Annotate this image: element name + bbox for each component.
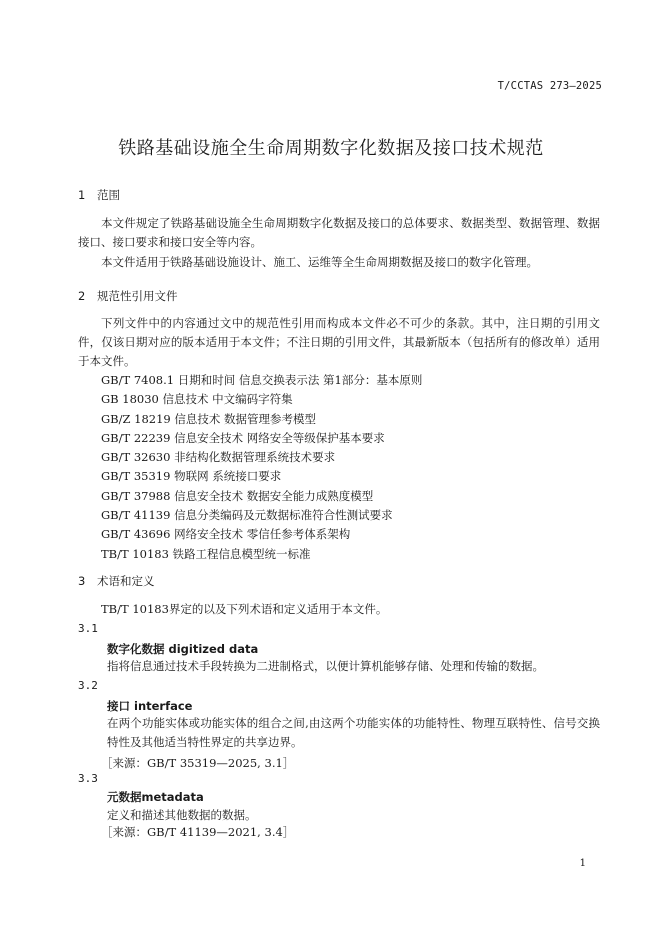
reference-item: GB/T 7408.1 日期和时间 信息交换表示法 第1部分：基本原则 [101, 373, 423, 387]
page-number: 1 [579, 858, 586, 869]
term-source: ［来源：GB/T 35319—2025, 3.1］ [101, 756, 295, 770]
section-2-heading [78, 288, 178, 304]
term-name: 元数据metadata [107, 790, 204, 804]
section-number: 3 [78, 574, 86, 588]
term-name: 数字化数据 digitized data [107, 642, 259, 656]
reference-list [101, 371, 422, 564]
term-number: 3.3 [78, 772, 98, 785]
normative-references-paragraph: 下列文件中的内容通过文中的规范性引用而构成本文件必不可少的条款。其中，注日期的引用文件，仅该日期对应的版本适用于本文件；不注日期的引用文件，其最新版本（包括所有的修改单）适用于本文件。 [78, 316, 600, 368]
section-number: 1 [78, 188, 86, 202]
reference-item: GB/T 22239 信息安全技术 网络安全等级保护基本要求 [101, 430, 385, 445]
reference-item: GB 18030 信息技术 中文编码字符集 [101, 392, 293, 407]
term-definition: 定义和描述其他数据的数据。 [107, 808, 257, 822]
term-definition: 在两个功能实体或功能实体的组合之间,由这两个功能实体的功能特性、物理互联特性、信号交换特性及其他适当特性界定的共享边界。 [107, 716, 600, 749]
reference-item: GB/T 43696 网络安全技术 零信任参考体系架构 [101, 527, 351, 542]
reference-item: GB/T 37988 信息安全技术 数据安全能力成熟度模型 [101, 488, 374, 503]
section-title: 规范性引用文件 [97, 289, 178, 303]
term-number: 3.1 [78, 622, 98, 635]
section-title: 范围 [97, 188, 120, 202]
document-id: T/CCTAS 273—2025 [497, 80, 602, 92]
reference-item: GB/T 32630 非结构化数据管理系统技术要求 [101, 450, 336, 465]
document-title: 铁路基础设施全生命周期数字化数据及接口技术规范 [118, 138, 544, 159]
term-name: 接口 interface [107, 699, 193, 713]
section-title: 术语和定义 [97, 574, 155, 588]
term-number: 3.2 [78, 679, 98, 692]
reference-item: TB/T 10183 铁路工程信息模型统一标准 [101, 546, 311, 561]
section-number: 2 [78, 289, 86, 303]
scope-paragraph-1: 本文件规定了铁路基础设施全生命周期数字化数据及接口的总体要求、数据类型、数据管理、数据接口、接口要求和接口安全等内容。 [78, 216, 600, 249]
section-1-heading [78, 187, 120, 203]
scope-paragraph-2: 本文件适用于铁路基础设施设计、施工、运维等全生命周期数据及接口的数字化管理。 [101, 255, 538, 269]
reference-item: GB/T 35319 物联网 系统接口要求 [101, 469, 282, 484]
term-source: ［来源：GB/T 41139—2021, 3.4］ [101, 825, 295, 839]
term-definition: 指将信息通过技术手段转换为二进制格式，以便计算机能够存储、处理和传输的数据。 [107, 659, 544, 673]
section-3-heading [78, 573, 155, 589]
reference-item: GB/T 41139 信息分类编码及元数据标准符合性测试要求 [101, 508, 393, 523]
terms-intro: TB/T 10183界定的以及下列术语和定义适用于本文件。 [101, 602, 388, 616]
reference-item: GB/Z 18219 信息技术 数据管理参考模型 [101, 411, 317, 426]
